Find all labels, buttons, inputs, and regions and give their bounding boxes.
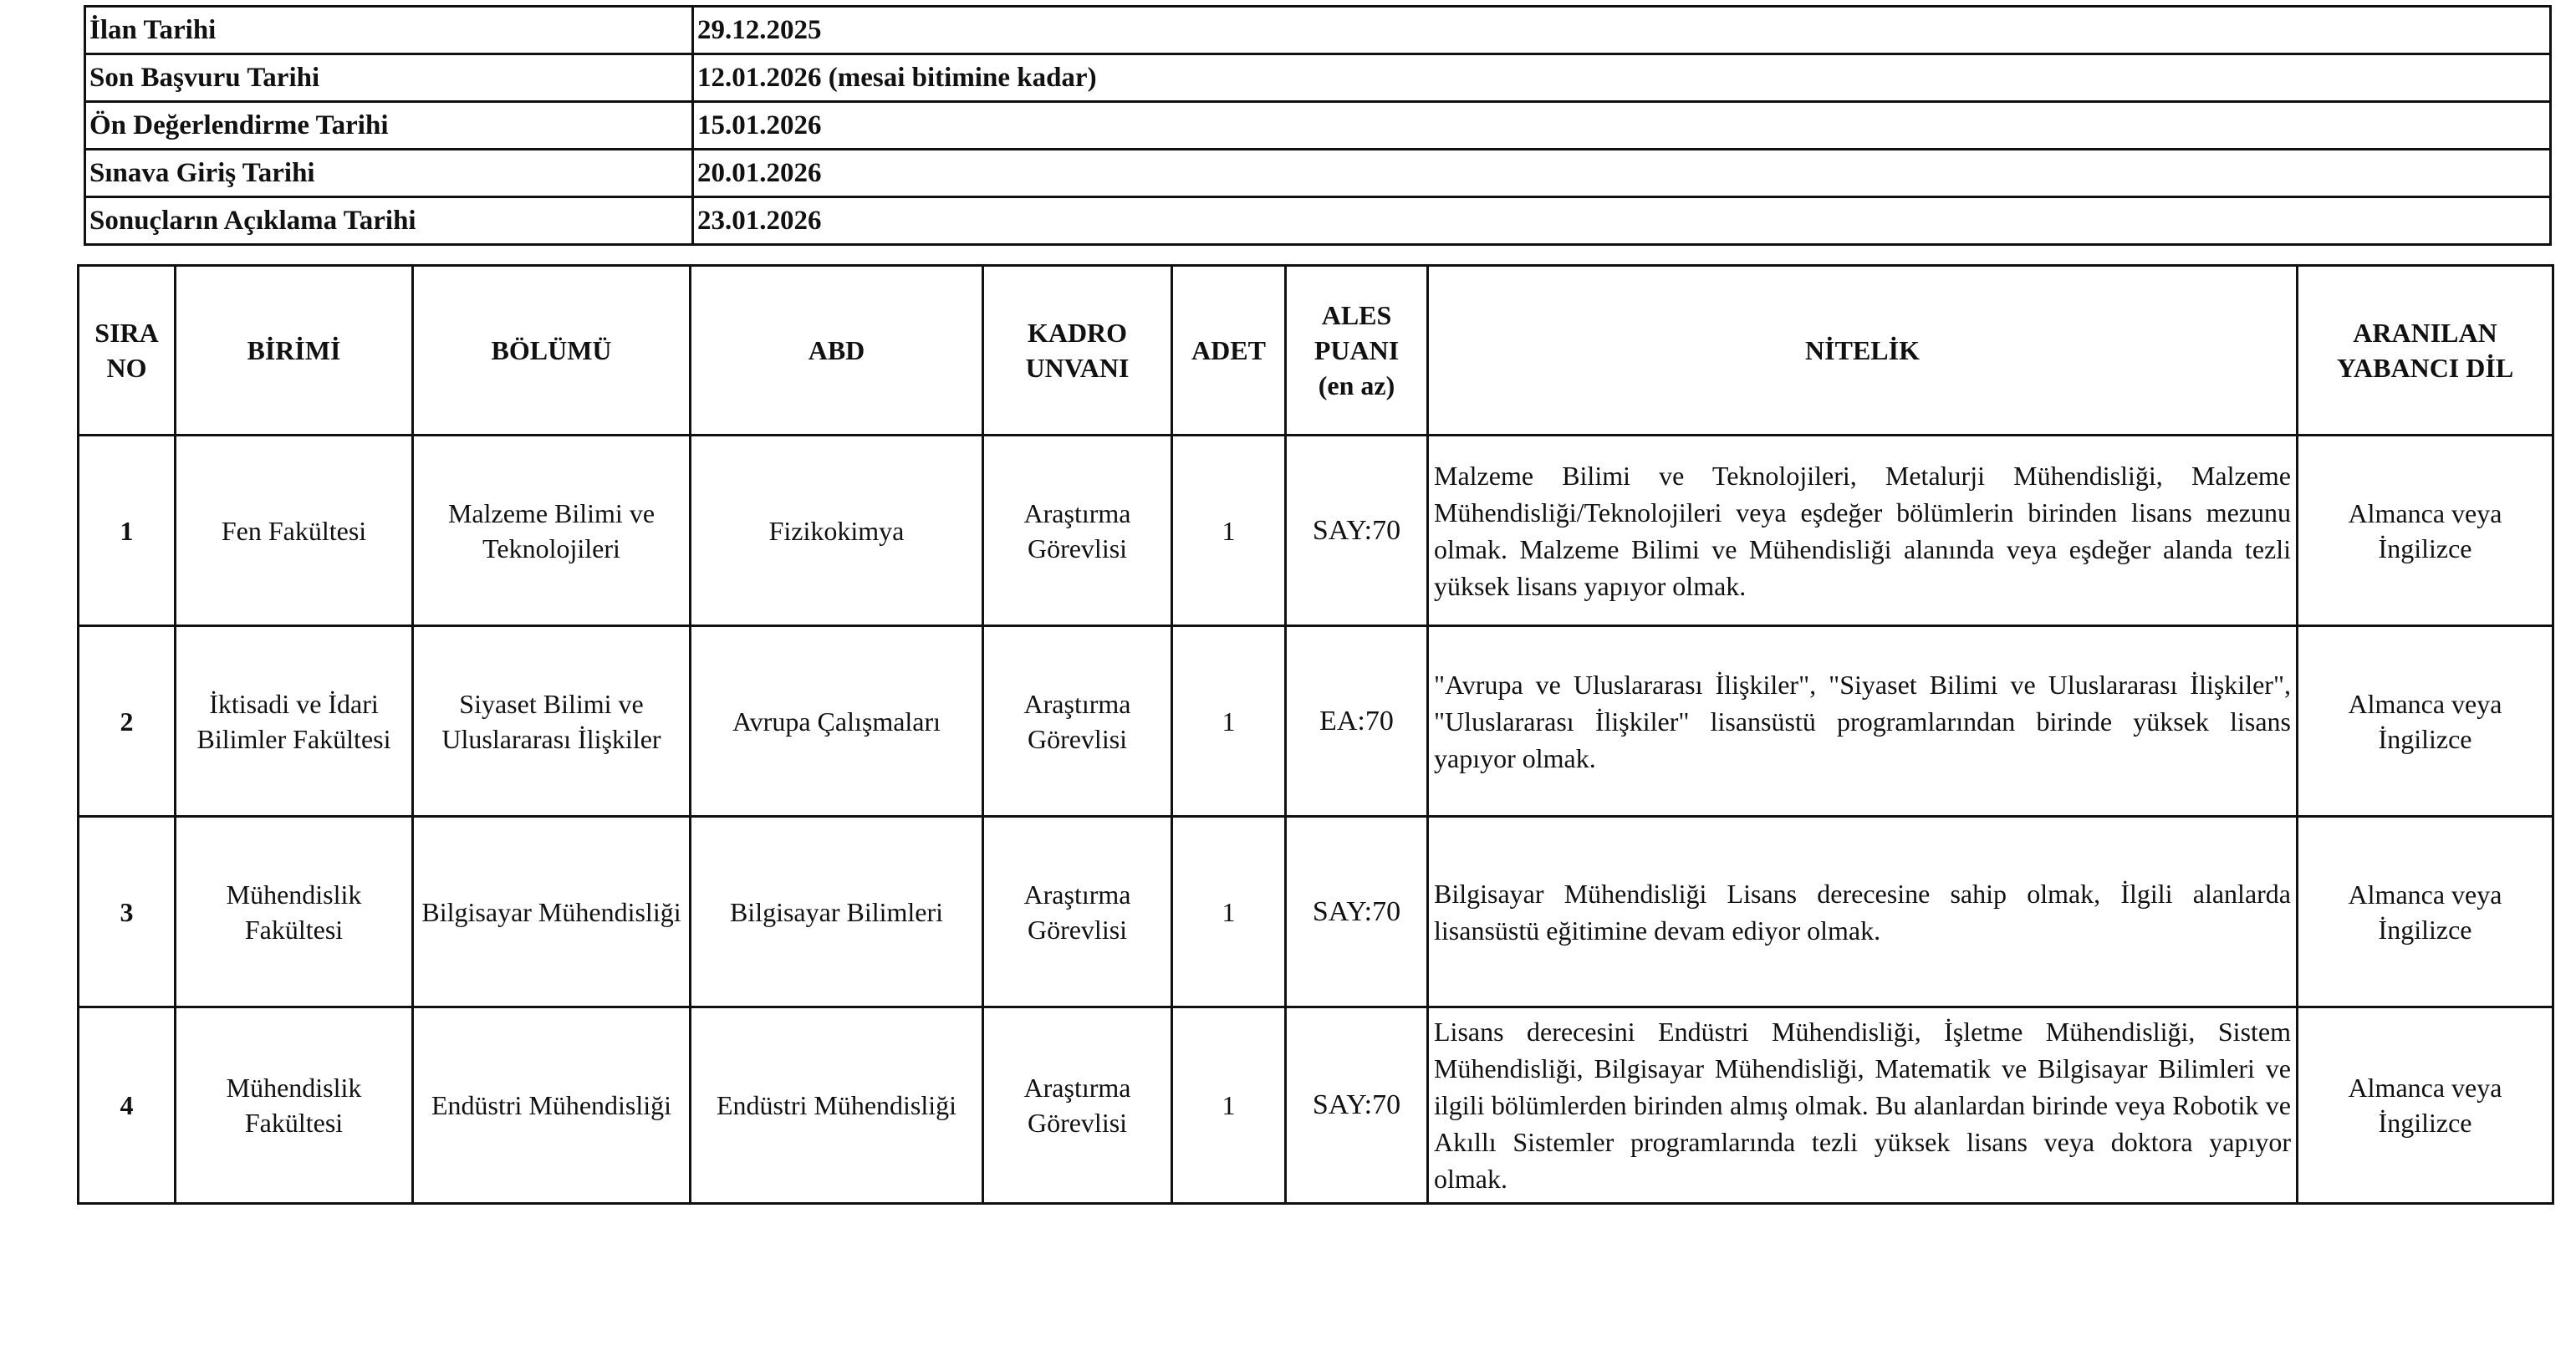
cell-nitelik: Bilgisayar Mühendisliği Lisans derecesine sahip olmak, İlgili alanlarda lisansüstü eğitimine devam ediyor olmak.	[1428, 817, 2298, 1007]
cell-birimi: Fen Fakültesi	[176, 436, 413, 626]
cell-nitelik: Lisans derecesini Endüstri Mühendisliği, İşletme Mühendisliği, Sistem Mühendisliği, Bilgisayar Mühendisliği, Matematik ve Bilgisayar Bilimleri ve ilgili bölümlerden birinden almış olmak. Bu alanlardan birinde veya Robotik ve Akıllı Sistemler programlarında tezli yüksek lisans veya doktora yapıyor olmak.	[1428, 1007, 2298, 1204]
header-sira-no-line1: SIRA	[94, 318, 159, 348]
cell-ales: SAY:70	[1286, 436, 1428, 626]
dates-table	[84, 5, 2552, 246]
header-sira-no-line2: NO	[106, 353, 147, 383]
cell-bolumu: Siyaset Bilimi ve Uluslararası İlişkiler	[413, 626, 691, 817]
header-ales-line3: (en az)	[1318, 370, 1395, 400]
header-kadro-line1: KADRO	[1027, 318, 1128, 348]
header-dil-line2: YABANCI DİL	[2336, 353, 2514, 383]
cell-birimi: Mühendislik Fakültesi	[176, 1007, 413, 1204]
header-birimi: BİRİMİ	[176, 266, 413, 436]
date-label: İlan Tarihi	[85, 7, 693, 54]
date-value: 23.01.2026	[693, 197, 2551, 245]
header-dil-line1: ARANILAN	[2353, 318, 2497, 348]
table-row	[79, 436, 2553, 626]
cell-adet: 1	[1172, 1007, 1286, 1204]
cell-nitelik: "Avrupa ve Uluslararası İlişkiler", "Siyaset Bilimi ve Uluslararası İlişkiler", "Uluslararası İlişkiler" lisansüstü programlarından birinde yüksek lisans yapıyor olmak.	[1428, 626, 2298, 817]
date-label: Sınava Giriş Tarihi	[85, 150, 693, 197]
date-value: 15.01.2026	[693, 102, 2551, 150]
cell-birimi: Mühendislik Fakültesi	[176, 817, 413, 1007]
table-row	[79, 626, 2553, 817]
cell-kadro: Araştırma Görevlisi	[983, 1007, 1172, 1204]
cell-abd: Bilgisayar Bilimleri	[691, 817, 983, 1007]
cell-adet: 1	[1172, 817, 1286, 1007]
cell-kadro: Araştırma Görevlisi	[983, 626, 1172, 817]
date-row	[85, 197, 2551, 245]
cell-ales: EA:70	[1286, 626, 1428, 817]
header-adet: ADET	[1172, 266, 1286, 436]
cell-bolumu: Bilgisayar Mühendisliği	[413, 817, 691, 1007]
table-row	[79, 817, 2553, 1007]
header-yabanci-dil	[2298, 266, 2553, 436]
positions-table	[77, 264, 2554, 1205]
cell-ales: SAY:70	[1286, 817, 1428, 1007]
header-kadro-unvani	[983, 266, 1172, 436]
cell-sira-no: 4	[79, 1007, 176, 1204]
date-label: Ön Değerlendirme Tarihi	[85, 102, 693, 150]
header-row	[79, 266, 2553, 436]
cell-ales: SAY:70	[1286, 1007, 1428, 1204]
date-value: 12.01.2026 (mesai bitimine kadar)	[693, 54, 2551, 102]
cell-adet: 1	[1172, 626, 1286, 817]
date-row	[85, 150, 2551, 197]
cell-adet: 1	[1172, 436, 1286, 626]
date-label: Sonuçların Açıklama Tarihi	[85, 197, 693, 245]
header-kadro-line2: UNVANI	[1025, 353, 1130, 383]
date-value: 29.12.2025	[693, 7, 2551, 54]
cell-birimi: İktisadi ve İdari Bilimler Fakültesi	[176, 626, 413, 817]
cell-kadro: Araştırma Görevlisi	[983, 436, 1172, 626]
cell-abd: Fizikokimya	[691, 436, 983, 626]
header-bolumu: BÖLÜMÜ	[413, 266, 691, 436]
cell-sira-no: 1	[79, 436, 176, 626]
date-label: Son Başvuru Tarihi	[85, 54, 693, 102]
date-row	[85, 7, 2551, 54]
cell-yabanci-dil: Almanca veya İngilizce	[2298, 1007, 2553, 1204]
header-ales-puani	[1286, 266, 1428, 436]
cell-bolumu: Malzeme Bilimi ve Teknolojileri	[413, 436, 691, 626]
cell-abd: Avrupa Çalışmaları	[691, 626, 983, 817]
date-row	[85, 102, 2551, 150]
cell-bolumu: Endüstri Mühendisliği	[413, 1007, 691, 1204]
header-sira-no	[79, 266, 176, 436]
cell-sira-no: 3	[79, 817, 176, 1007]
header-ales-line2: PUANI	[1314, 335, 1400, 365]
cell-nitelik: Malzeme Bilimi ve Teknolojileri, Metalurji Mühendisliği, Malzeme Mühendisliği/Teknolojileri veya eşdeğer bölümlerin birinden lisans mezunu olmak. Malzeme Bilimi ve Mühendisliği alanında veya eşdeğer alanda tezli yüksek lisans yapıyor olmak.	[1428, 436, 2298, 626]
cell-abd: Endüstri Mühendisliği	[691, 1007, 983, 1204]
header-nitelik: NİTELİK	[1428, 266, 2298, 436]
date-value: 20.01.2026	[693, 150, 2551, 197]
cell-kadro: Araştırma Görevlisi	[983, 817, 1172, 1007]
table-row	[79, 1007, 2553, 1204]
header-ales-line1: ALES	[1321, 300, 1392, 330]
cell-yabanci-dil: Almanca veya İngilizce	[2298, 626, 2553, 817]
cell-yabanci-dil: Almanca veya İngilizce	[2298, 817, 2553, 1007]
header-abd: ABD	[691, 266, 983, 436]
cell-sira-no: 2	[79, 626, 176, 817]
cell-yabanci-dil: Almanca veya İngilizce	[2298, 436, 2553, 626]
date-row	[85, 54, 2551, 102]
